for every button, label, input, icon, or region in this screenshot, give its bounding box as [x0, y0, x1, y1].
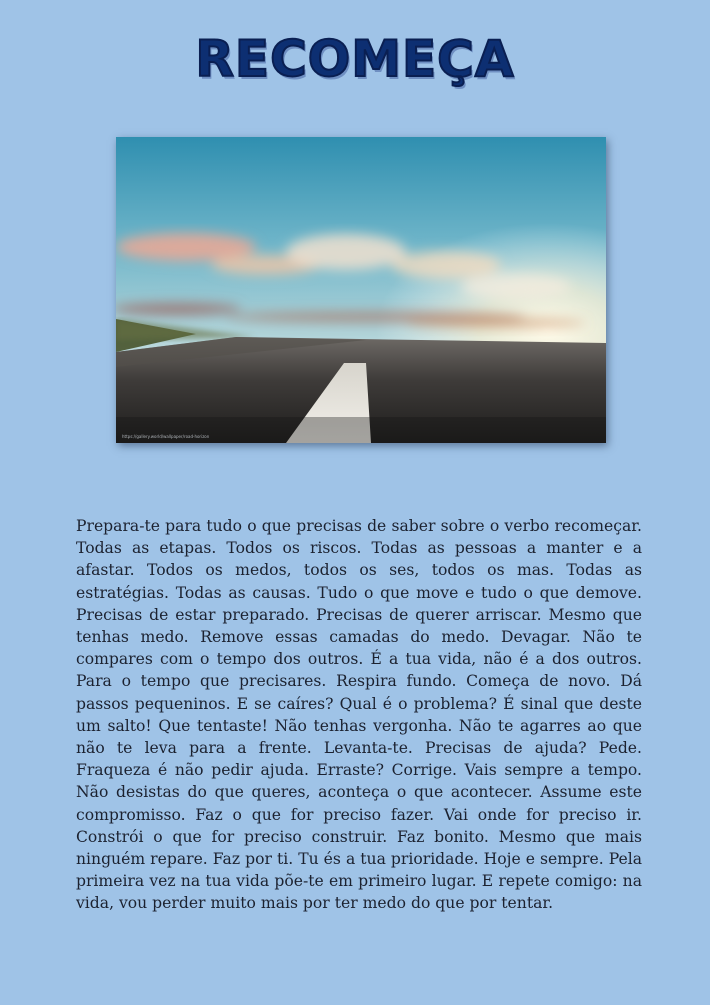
page-title: RECOMEÇA — [195, 30, 515, 88]
body-paragraph: Prepara-te para tudo o que precisas de saber sobre o verbo recomeçar. Todas as etapas. Todos os riscos. Todas as pessoas a manter e a afastar. Todos os medos, todos os ses, todos os mas. Todas as estratégias. Todas as causas. Tudo o que move e tudo o que demove. Precisas de estar preparado. Precisas de querer arriscar. Mesmo que tenhas medo. Remove essas camadas do medo. Devagar. Não te compares com o tempo dos outros. É a tua vida, não é a dos outros. Para o tempo que precisares. Respira fundo. Começa de novo. Dá passos pequeninos. E se caíres? Qual é o problema? É sinal que deste um salto! Que tentaste! Não tenhas vergonha. Não te agarres ao que não te leva para a frente. Levanta-te. Precisas de ajuda? Pede. Fraqueza é não pedir ajuda. Erraste? Corrige. Vais sempre a tempo. Não desistas do que queres, aconteça o que acontecer. Assume este compromisso. Faz o que for preciso fazer. Vai onde for preciso ir. Constrói o que for preciso construir. Faz bonito. Mesmo que mais ninguém repare. Faz por ti. Tu és a tua prioridade. Hoje e sempre. Pela primeira vez na tua vida põe-te em primeiro lugar. E repete comigo: na vida, vou perder muito mais por ter medo do que por tentar. — [76, 517, 642, 913]
photo-caption: https://gallery.world/wallpaper/road-horizon — [122, 434, 210, 439]
road-horizon-photo — [116, 137, 606, 443]
